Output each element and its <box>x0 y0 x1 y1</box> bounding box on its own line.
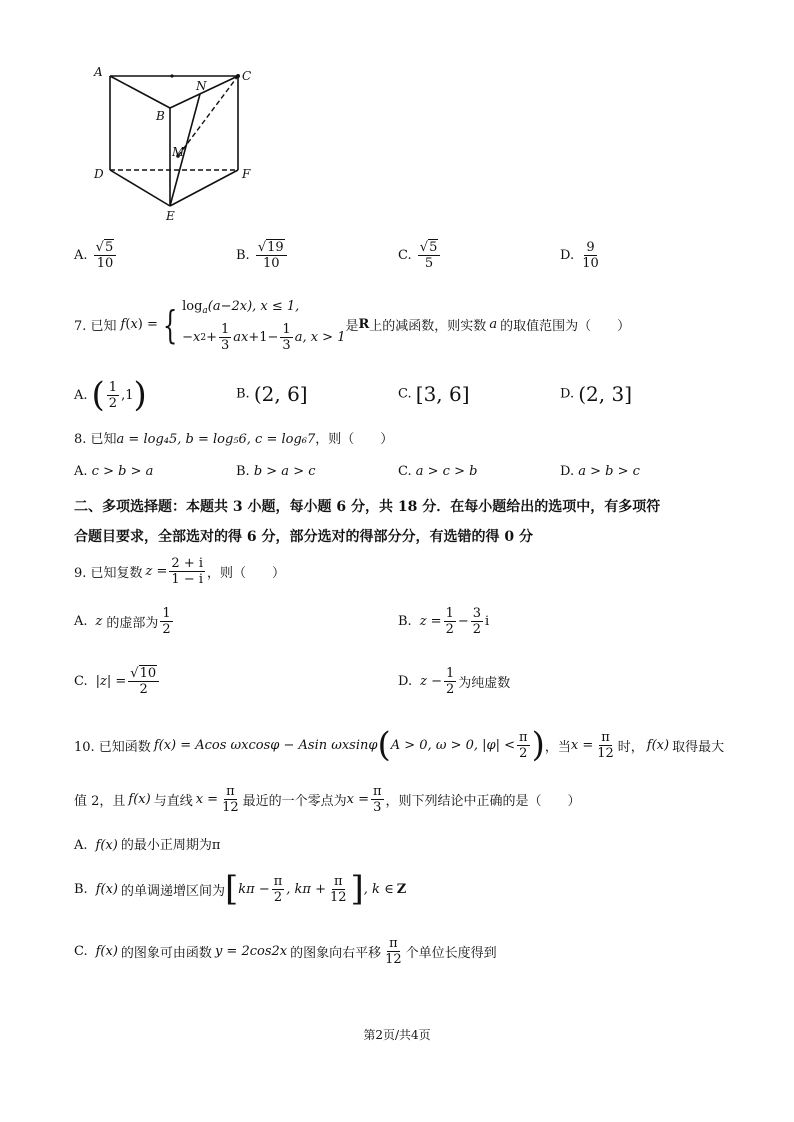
label-A: A <box>94 65 103 79</box>
q6-option-d[interactable]: D. $\frac{9}{10}$ <box>560 240 599 271</box>
label-B: B <box>156 109 165 123</box>
label-M: M <box>172 145 185 159</box>
q7-option-a[interactable]: A. ( $\frac{1}{2}$ ,1 ) <box>74 375 147 415</box>
q9-option-c[interactable]: C. |z| = $\frac{√10}{2}$ <box>74 666 161 697</box>
q8-option-b[interactable]: B. b > a > c <box>236 464 316 479</box>
q10-stem-line2: 值 2，且 f(x) 与直线 x = $\frac{\pi}{12}$ 最近的一个零点为 x = $\frac{\pi}{3}$ ，则下列结论中正确的是（ ） <box>74 784 581 815</box>
label-C: C <box>242 69 252 83</box>
q9-option-b[interactable]: B. z = $\frac{1}{2}$ − $\frac{3}{2}$ i <box>398 606 490 637</box>
q8-stem: 8. 已知a = log₄5, b = log₅6, c = log₆7，则（ ） <box>74 432 394 447</box>
q9-option-d[interactable]: D. z − $\frac{1}{2}$ 为纯虚数 <box>398 666 511 697</box>
q6-option-a[interactable]: A. $\frac{√5}{10}$ <box>74 240 118 271</box>
label-F: F <box>242 167 251 181</box>
q7-option-d[interactable]: D. (2, 3] <box>560 382 633 406</box>
q7-stem: 7. 已知 f ( x ) = { $\log_a(a-2x)$, x ≤ 1, − x 2 + $\frac{1}{3}$ ax +1− $\frac{1}{3}$ a, x > 1 是 R 上的减函数，则实数 a 的取值范围为（ ） <box>74 299 631 353</box>
q10-stem-line1: 10. 已知函数 f(x) = Acos ωxcosφ − Asin ωxsinφ ( A > 0, ω > 0, |φ| < $\frac{\pi}{2}$ ) ，当 x = $\frac{\pi}{12}$ 时， f(x) 取得最大 <box>74 725 725 765</box>
q9-stem: 9. 已知复数 z = $\frac{2 + i}{1 - i}$ ，则（ ） <box>74 556 286 587</box>
q7-option-b[interactable]: B. (2, 6] <box>236 382 308 406</box>
label-N: N <box>196 79 207 93</box>
q6-option-b[interactable]: B. $\frac{√19}{10}$ <box>236 240 289 271</box>
section2-heading-line2: 合题目要求，全部选对的得 6 分，部分选对的得部分分，有选错的得 0 分 <box>74 529 533 545</box>
q8-option-a[interactable]: A. c > b > a <box>74 464 154 479</box>
q10-option-b[interactable]: B. f(x) 的单调递增区间为 [ kπ − $\frac{\pi}{2}$ , kπ + $\frac{\pi}{12}$ ] , k ∈ Z <box>74 869 407 909</box>
q8-option-d[interactable]: D. a > b > c <box>560 464 640 479</box>
q10-option-c[interactable]: C. f(x) 的图象可由函数 y = 2cos2x 的图象向右平移 $\frac{\pi}{12}$ 个单位长度得到 <box>74 936 497 967</box>
page-footer: 第2页/共4页 <box>363 1028 431 1042</box>
prism-figure <box>88 60 268 230</box>
label-D: D <box>94 167 104 181</box>
q10-option-a[interactable]: A. f(x) 的最小正周期为π <box>74 838 221 853</box>
q6-option-c[interactable]: C. $\frac{√5}{5}$ <box>398 240 442 271</box>
q8-option-c[interactable]: C. a > c > b <box>398 464 478 479</box>
q7-option-c[interactable]: C. [3, 6] <box>398 382 470 406</box>
section2-heading-line1: 二、多项选择题：本题共 3 小题，每小题 6 分，共 18 分．在每小题给出的选项中，有多项符 <box>74 499 661 515</box>
label-E: E <box>166 209 175 223</box>
q9-option-a[interactable]: A. z 的虚部为 $\frac{1}{2}$ <box>74 606 171 637</box>
